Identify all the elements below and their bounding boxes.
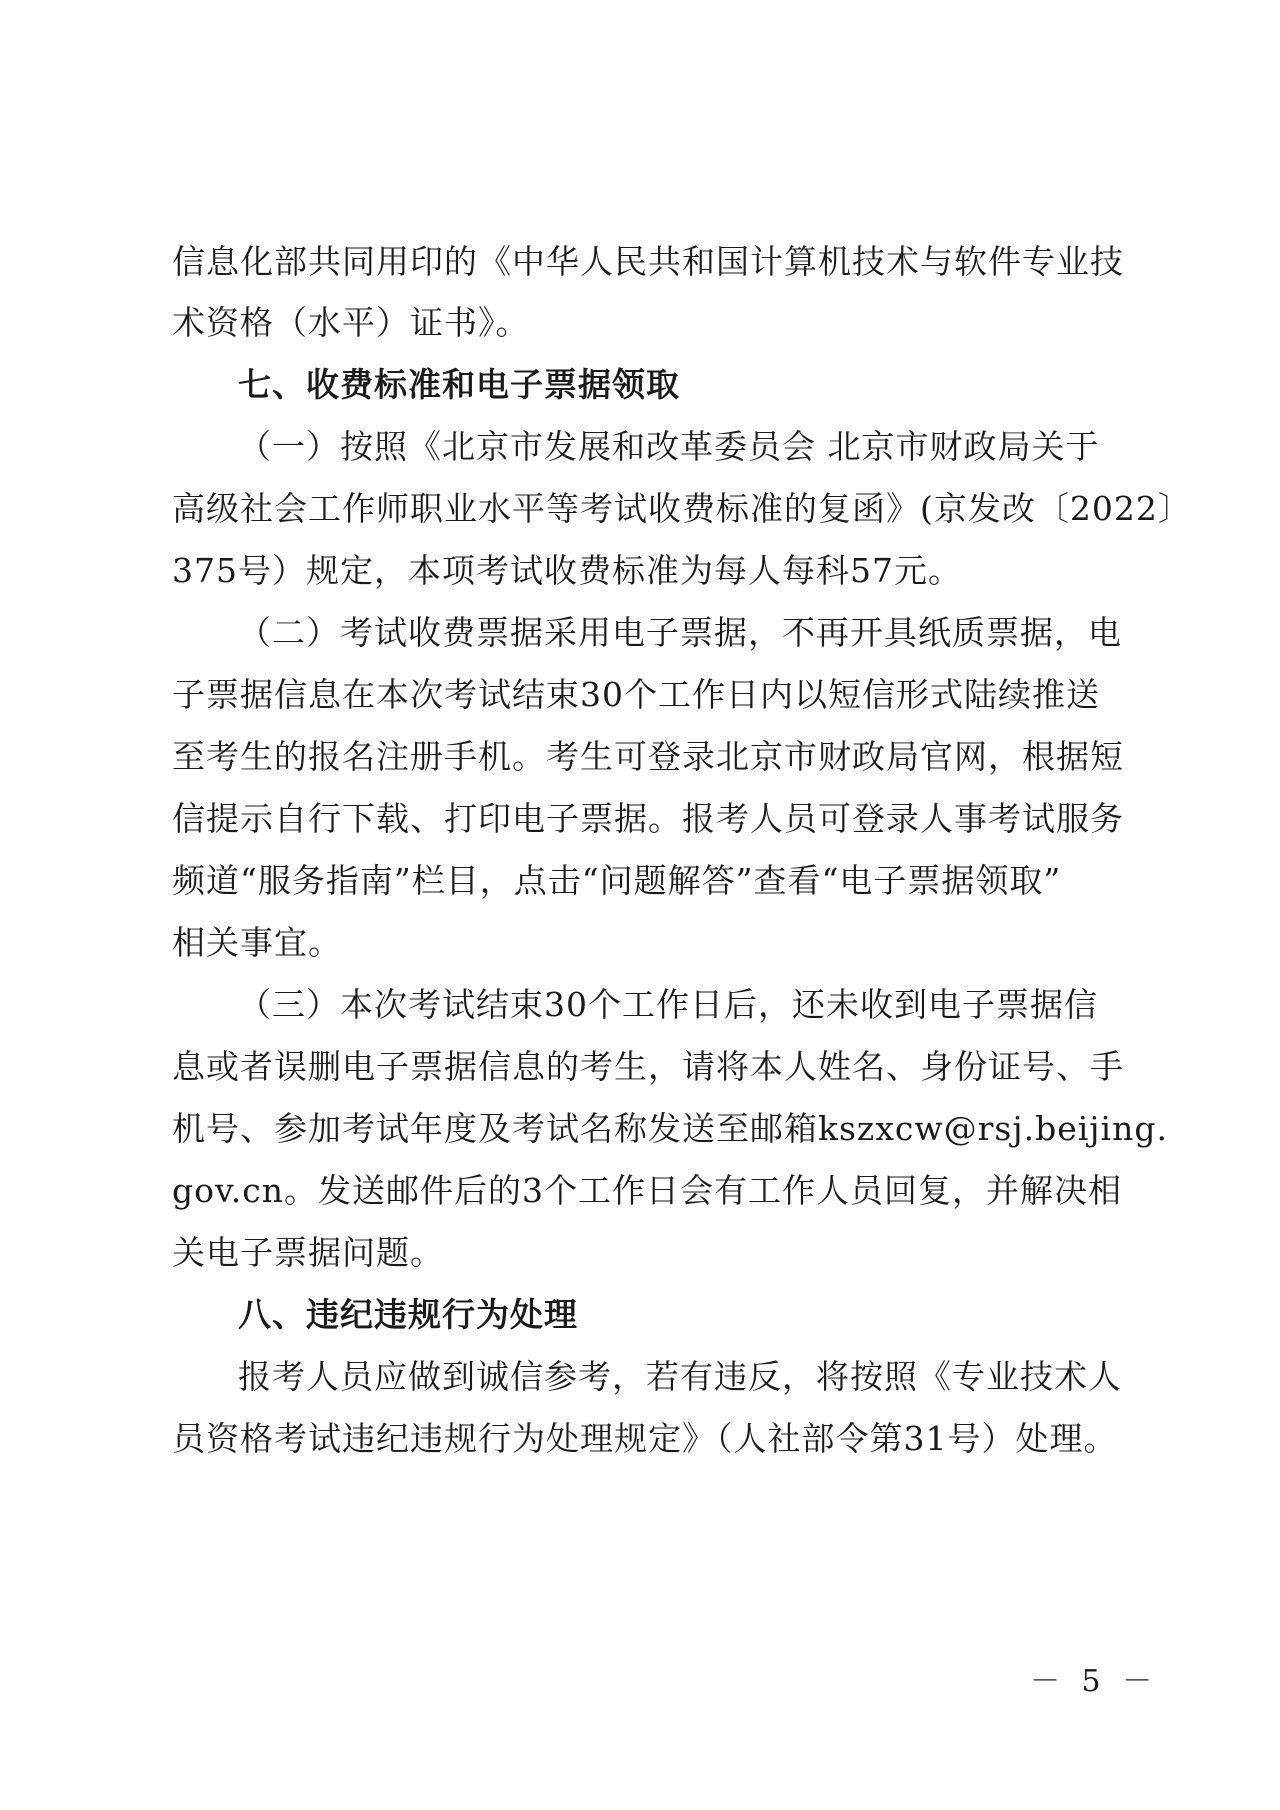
body-text-line: 375号）规定，本项考试收费标准为每人每科57元。 [172,551,962,590]
body-text-line: 机号、参加考试年度及考试名称发送至邮箱kszxcw@rsj.beijing. [172,1109,1168,1148]
section-heading-violation: 八、违纪违规行为处理 [238,1295,578,1334]
body-text-line: 关电子票据问题。 [172,1233,444,1272]
body-text-line: （二）考试收费票据采用电子票据，不再开具纸质票据，电 [238,613,1122,652]
body-text-line: 至考生的报名注册手机。考生可登录北京市财政局官网，根据短 [172,737,1124,776]
page-number: － 5 － [1030,1664,1159,1699]
body-text-line: 相关事宜。 [172,923,342,962]
section-heading-fee: 七、收费标准和电子票据领取 [238,365,680,404]
body-text-line: 员资格考试违纪违规行为处理规定》（人社部令第31号）处理。 [172,1419,1118,1458]
body-text-line: 术资格（水平）证书》。 [172,303,530,342]
body-text-line: 报考人员应做到诚信参考，若有违反，将按照《专业技术人 [238,1357,1122,1396]
body-text-line: 频道“服务指南”栏目，点击“问题解答”查看“电子票据领取” [172,861,1062,900]
body-text-line: 信提示自行下载、打印电子票据。报考人员可登录人事考试服务 [172,799,1124,838]
body-text-line: 高级社会工作师职业水平等考试收费标准的复函》(京发改〔2022〕 [172,489,1192,528]
body-text-line: （三）本次考试结束30个工作日后，还未收到电子票据信 [238,985,1098,1024]
body-text-line: 子票据信息在本次考试结束30个工作日内以短信形式陆续推送 [172,675,1100,714]
body-text-line: gov.cn。发送邮件后的3个工作日会有工作人员回复，并解决相 [172,1171,1122,1210]
body-text-line: 信息化部共同用印的《中华人民共和国计算机技术与软件专业技 [172,242,1124,281]
body-text-line: （一）按照《北京市发展和改革委员会 北京市财政局关于 [238,427,1100,466]
body-text-line: 息或者误删电子票据信息的考生，请将本人姓名、身份证号、手 [172,1047,1124,1086]
